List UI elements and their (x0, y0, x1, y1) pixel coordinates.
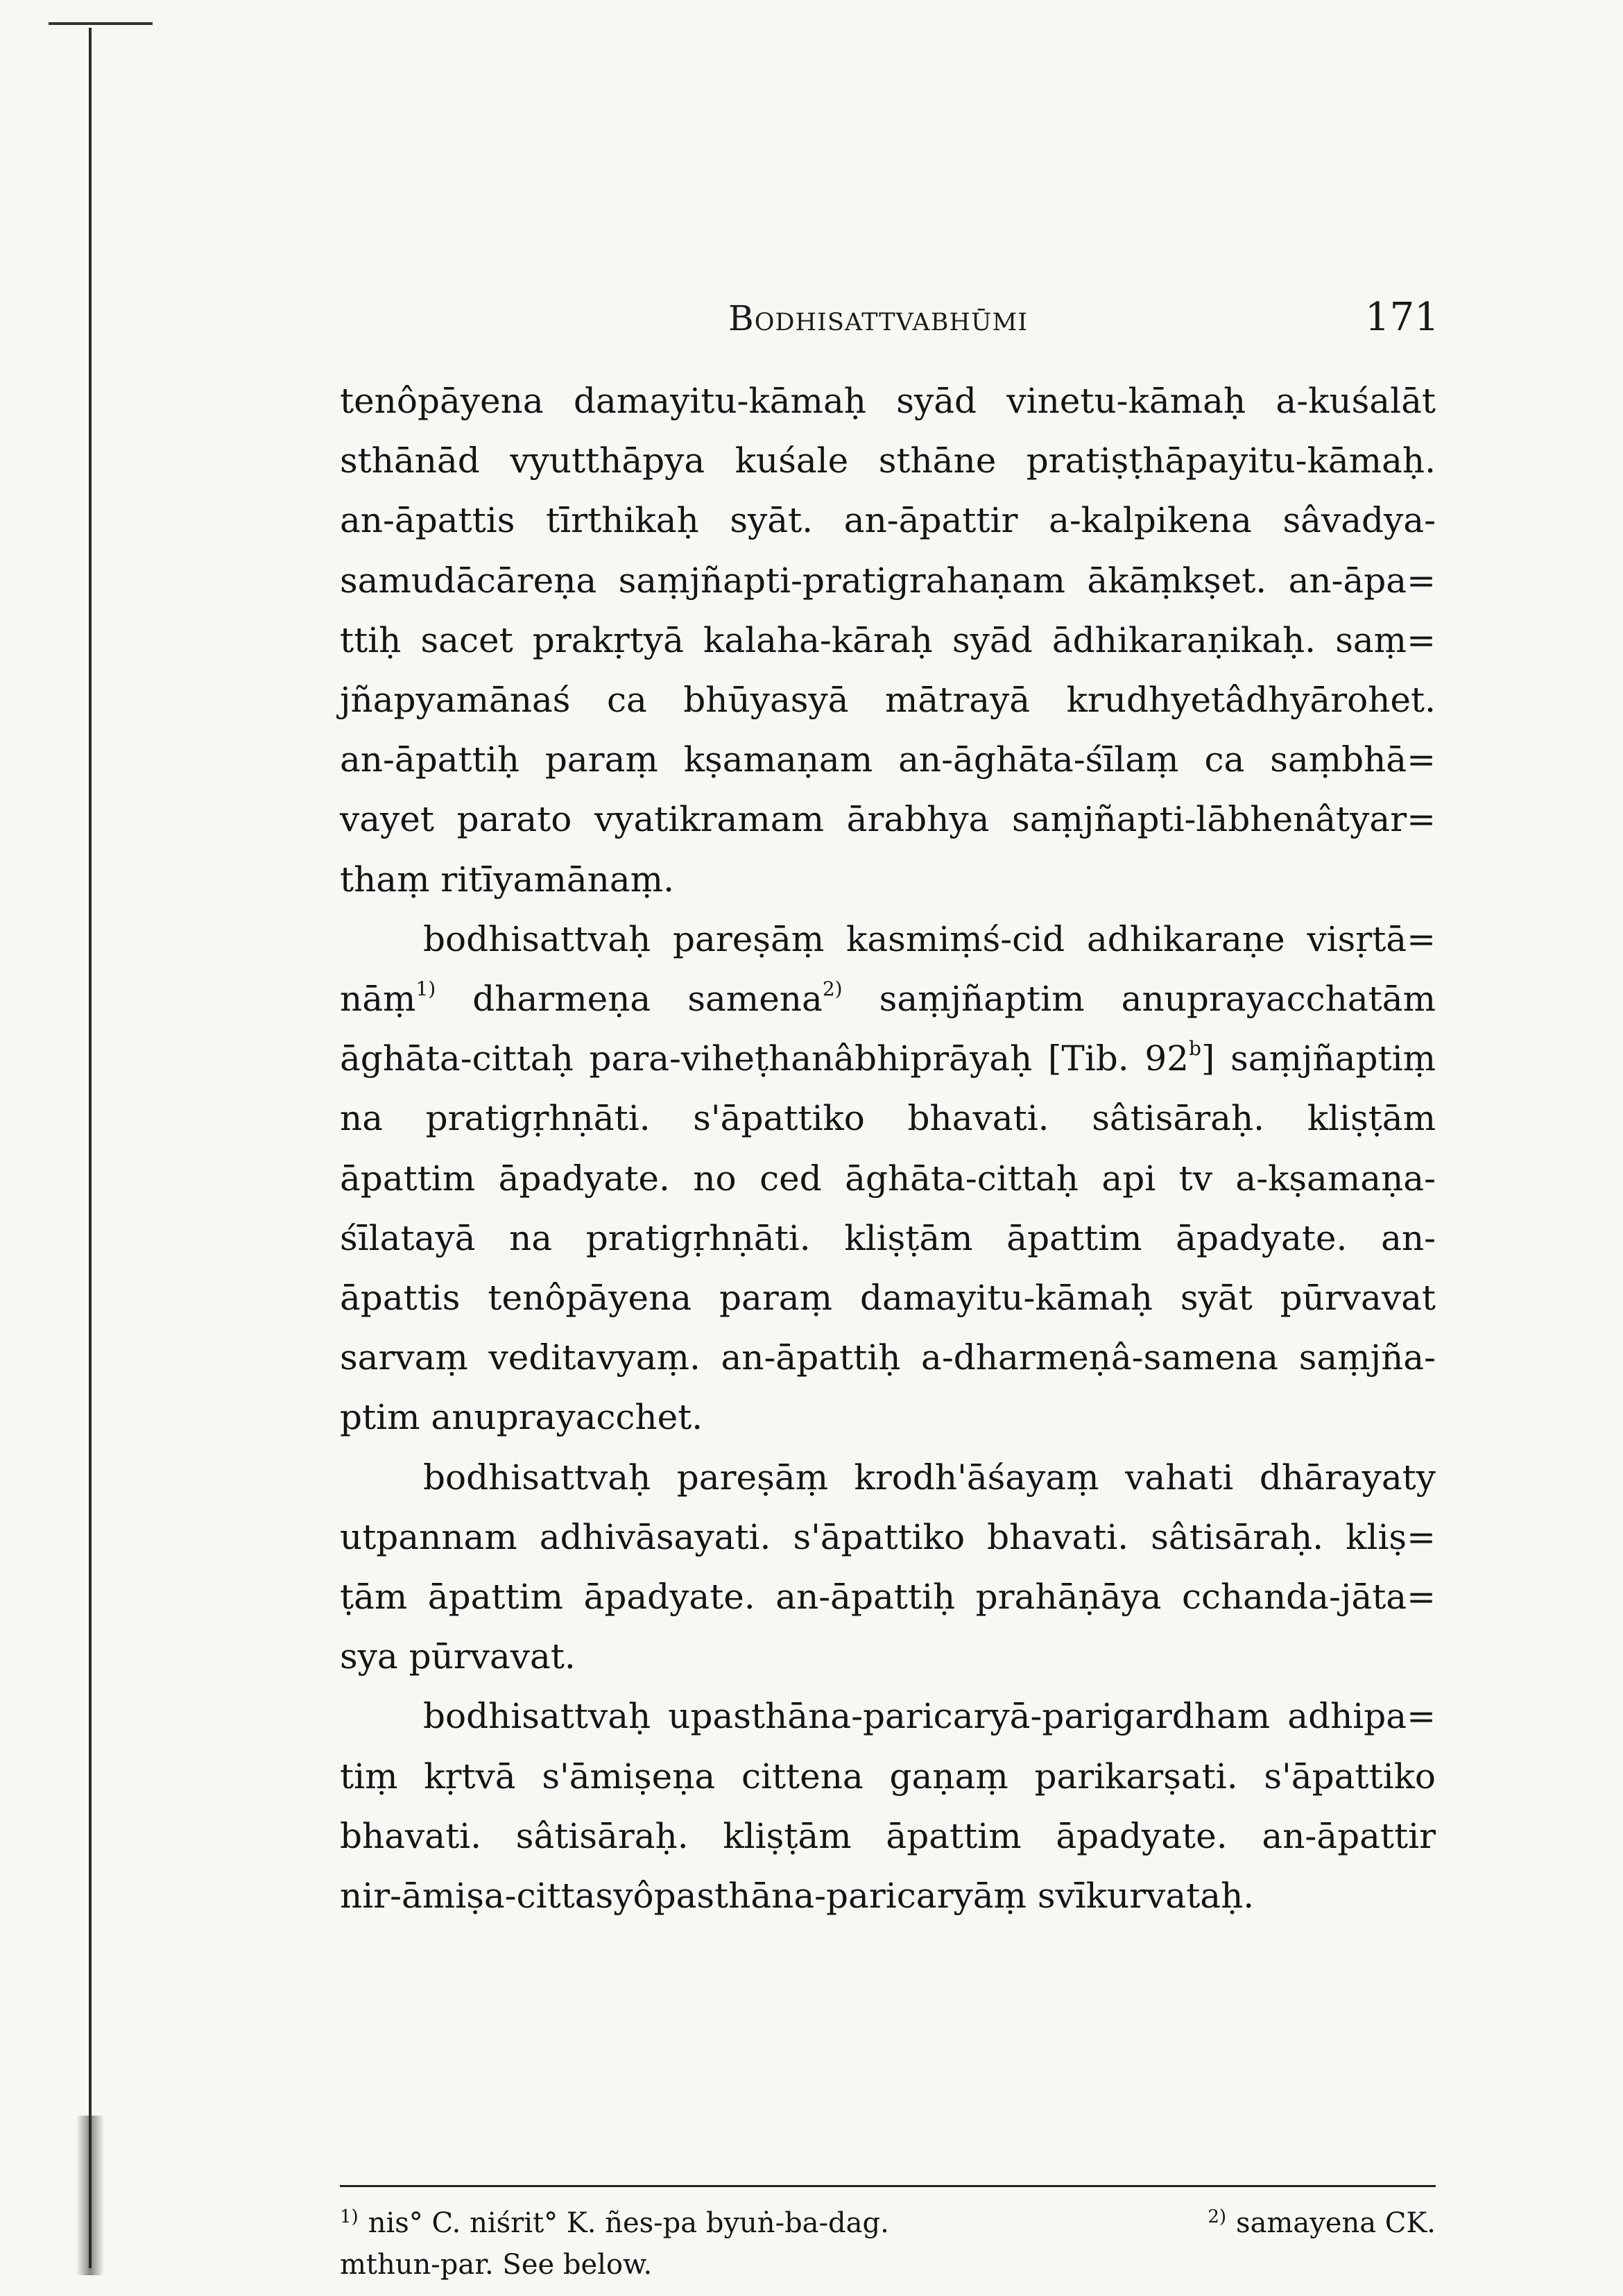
paragraph-1 (340, 371, 1436, 909)
footnote-1-mark: 1) (340, 2207, 359, 2227)
text-fragment: dharmeṇa samena (436, 979, 823, 1020)
binding-shadow (76, 2116, 104, 2275)
binding-edge (89, 28, 92, 2268)
text-line: tenôpāyena damayitu-kāmaḥ syād vinetu-kāmaḥ a-kuśalāt (340, 381, 1436, 421)
text-line: bodhisattvaḥ upasthāna-paricaryā-parigardham adhipa= (423, 1696, 1436, 1737)
footnote-1-text: nis° C. niśrit° K. ñes-pa byuṅ-ba-dag. (368, 2207, 889, 2239)
text-fragment: nāṃ (340, 979, 416, 1020)
paragraph-3 (340, 1448, 1436, 1687)
text-line: ttiḥ sacet prakṛtyā kalaha-kāraḥ syād ādhikaraṇikaḥ. saṃ= (340, 619, 1436, 660)
text-line: bodhisattvaḥ pareṣāṃ krodh'āśayaṃ vahati dhārayaty (423, 1457, 1436, 1498)
text-line: vayet parato vyatikramam ārabhya saṃjñapti-lābhenâtyar= (340, 799, 1436, 840)
text-line: tiṃ kṛtvā s'āmiṣeṇa cittena gaṇaṃ parikarṣati. s'āpattiko (340, 1756, 1436, 1797)
text-line: samudācāreṇa saṃjñapti-pratigrahaṇam ākāṃkṣet. an-āpa= (340, 560, 1436, 601)
text-line: jñapyamānaś ca bhūyasyā mātrayā krudhyetâdhyārohet. (340, 680, 1436, 721)
footnote-2-text: samayena CK. (1236, 2207, 1436, 2239)
body-text (340, 371, 1436, 1926)
binding-edge-top (49, 22, 153, 25)
text-line (340, 969, 1436, 1029)
text-line: sya pūrvavat. (340, 1636, 576, 1677)
text-line: bodhisattvaḥ pareṣāṃ kasmiṃś-cid adhikaraṇe visṛtā= (423, 918, 1436, 959)
text-line: ptim anuprayacchet. (340, 1397, 703, 1438)
page-number: 171 (1365, 295, 1439, 340)
footnote-ref-2: 2) (822, 977, 843, 1001)
running-head-title: Bodhisattvabhūmi (728, 298, 1029, 339)
footnote-ref-1: 1) (415, 977, 436, 1001)
footnote-row (340, 2202, 1436, 2244)
text-line: bhavati. sâtisāraḥ. kliṣṭām āpattim āpadyate. an-āpattir (340, 1815, 1436, 1856)
text-line: thaṃ ritīyamānaṃ. (340, 859, 674, 900)
footnote-rule (340, 2185, 1436, 2187)
text-line (340, 1029, 1436, 1088)
footnote-2-mark: 2) (1208, 2207, 1227, 2227)
text-line: nir-āmiṣa-cittasyôpasthāna-paricaryāṃ svīkurvataḥ. (340, 1876, 1255, 1917)
text-fragment: ] saṃjñaptiṃ (1201, 1038, 1436, 1079)
text-line: śīlatayā na pratigṛhṇāti. kliṣṭām āpattim āpadyate. an- (340, 1217, 1436, 1258)
text-line: sthānād vyutthāpya kuśale sthāne pratiṣṭhāpayitu-kāmaḥ. (340, 440, 1436, 481)
text-fragment: āghāta-cittaḥ para-viheṭhanâbhiprāyaḥ [Tib. 92 (340, 1038, 1189, 1079)
footnote-1 (340, 2202, 889, 2244)
text-line: an-āpattiḥ paraṃ kṣamaṇam an-āghāta-śīlaṃ ca saṃbhā= (340, 739, 1436, 780)
superscript: b (1188, 1037, 1201, 1061)
text-line: āpattim āpadyate. no ced āghāta-cittaḥ api tv a-kṣamaṇa- (340, 1158, 1436, 1199)
footnote-2 (1208, 2202, 1436, 2244)
text-fragment: saṃjñaptim anuprayacchatām (842, 979, 1436, 1020)
text-line: āpattis tenôpāyena paraṃ damayitu-kāmaḥ syāt pūrvavat (340, 1278, 1436, 1319)
text-line: sarvaṃ veditavyaṃ. an-āpattiḥ a-dharmeṇâ-samena saṃjña- (340, 1337, 1436, 1378)
text-line: na pratigṛhṇāti. s'āpattiko bhavati. sâtisāraḥ. kliṣṭām (340, 1098, 1436, 1139)
text-line: ṭām āpattim āpadyate. an-āpattiḥ prahāṇāya cchanda-jāta= (340, 1577, 1436, 1618)
text-line: an-āpattis tīrthikaḥ syāt. an-āpattir a-kalpikena sâvadya- (340, 500, 1436, 541)
footnotes (340, 2202, 1436, 2286)
paragraph-4 (340, 1686, 1436, 1926)
footnote-1-continuation: mthun-par. See below. (340, 2249, 653, 2281)
paragraph-2 (340, 909, 1436, 1448)
text-line: utpannam adhivāsayati. s'āpattiko bhavati. sâtisāraḥ. kliṣ= (340, 1516, 1436, 1557)
